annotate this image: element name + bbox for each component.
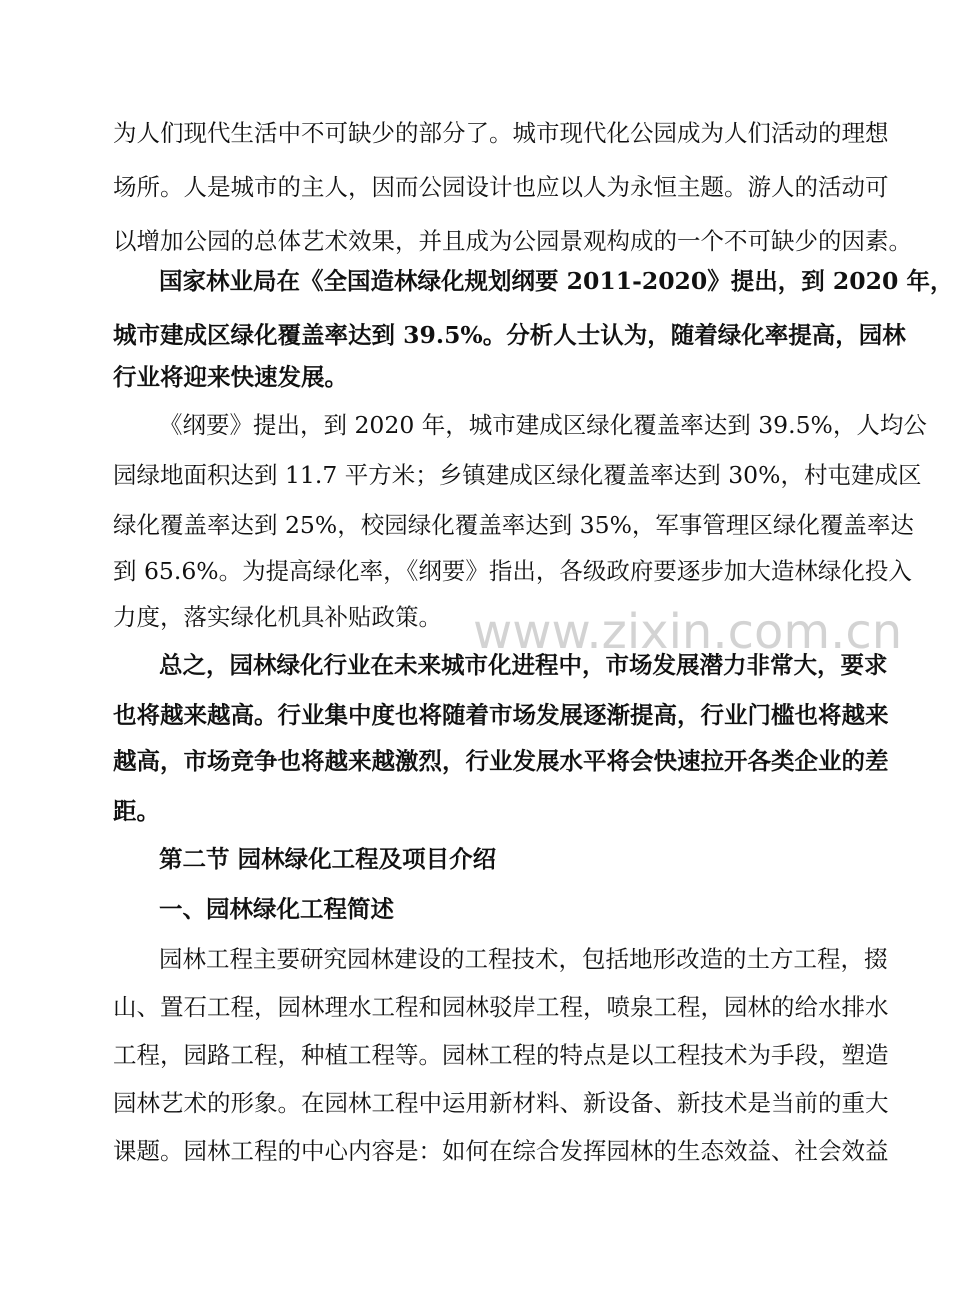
paragraph-line: 园林艺术的形象。在园林工程中运用新材料、新设备、新技术是当前的重大 [113,1089,889,1117]
bold-paragraph-line: 越高，市场竞争也将越来越激烈，行业发展水平将会快速拉开各类企业的差 [113,747,889,775]
bold-paragraph-line: 行业将迎来快速发展。 [113,363,348,391]
paragraph-line: 以增加公园的总体艺术效果，并且成为公园景观构成的一个不可缺少的因素。 [113,227,912,255]
paragraph-line: 为人们现代生活中不可缺少的部分了。城市现代化公园成为人们活动的理想 [113,119,889,147]
bold-paragraph-line: 城市建成区绿化覆盖率达到 39.5%。分析人士认为，随着绿化率提高，园林 [113,321,906,349]
paragraph-line: 到 65.6%。为提高绿化率，《纲要》指出，各级政府要逐步加大造林绿化投入 [113,557,912,585]
watermark: www.zixin.com.cn [473,604,903,660]
bold-paragraph-line: 距。 [113,797,160,825]
paragraph-line: 园林工程主要研究园林建设的工程技术，包括地形改造的土方工程，掇 [159,945,888,973]
paragraph-line: 力度，落实绿化机具补贴政策。 [113,603,442,631]
paragraph-line: 场所。人是城市的主人，因而公园设计也应以人为永恒主题。游人的活动可 [113,173,889,201]
bold-paragraph-line: 国家林业局在《全国造林绿化规划纲要 2011-2020》提出，到 2020 年， [159,267,954,295]
sub-heading: 一、园林绿化工程简述 [159,895,394,923]
paragraph-line: 园绿地面积达到 11.7 平方米；乡镇建成区绿化覆盖率达到 30%，村屯建成区 [113,461,922,489]
section-heading: 第二节 园林绿化工程及项目介绍 [159,845,497,873]
paragraph-line: 山、置石工程，园林理水工程和园林驳岸工程，喷泉工程，园林的给水排水 [113,993,889,1021]
paragraph-line: 工程，园路工程，种植工程等。园林工程的特点是以工程技术为手段，塑造 [113,1041,889,1069]
paragraph-line: 绿化覆盖率达到 25%，校园绿化覆盖率达到 35%，军事管理区绿化覆盖率达 [113,511,914,539]
bold-paragraph-line: 也将越来越高。行业集中度也将随着市场发展逐渐提高，行业门槛也将越来 [113,701,889,729]
paragraph-line: 《纲要》提出，到 2020 年，城市建成区绿化覆盖率达到 39.5%，人均公 [159,411,927,439]
bold-paragraph-line: 总之，园林绿化行业在未来城市化进程中，市场发展潜力非常大，要求 [159,651,888,679]
paragraph-line: 课题。园林工程的中心内容是：如何在综合发挥园林的生态效益、社会效益 [113,1137,889,1165]
